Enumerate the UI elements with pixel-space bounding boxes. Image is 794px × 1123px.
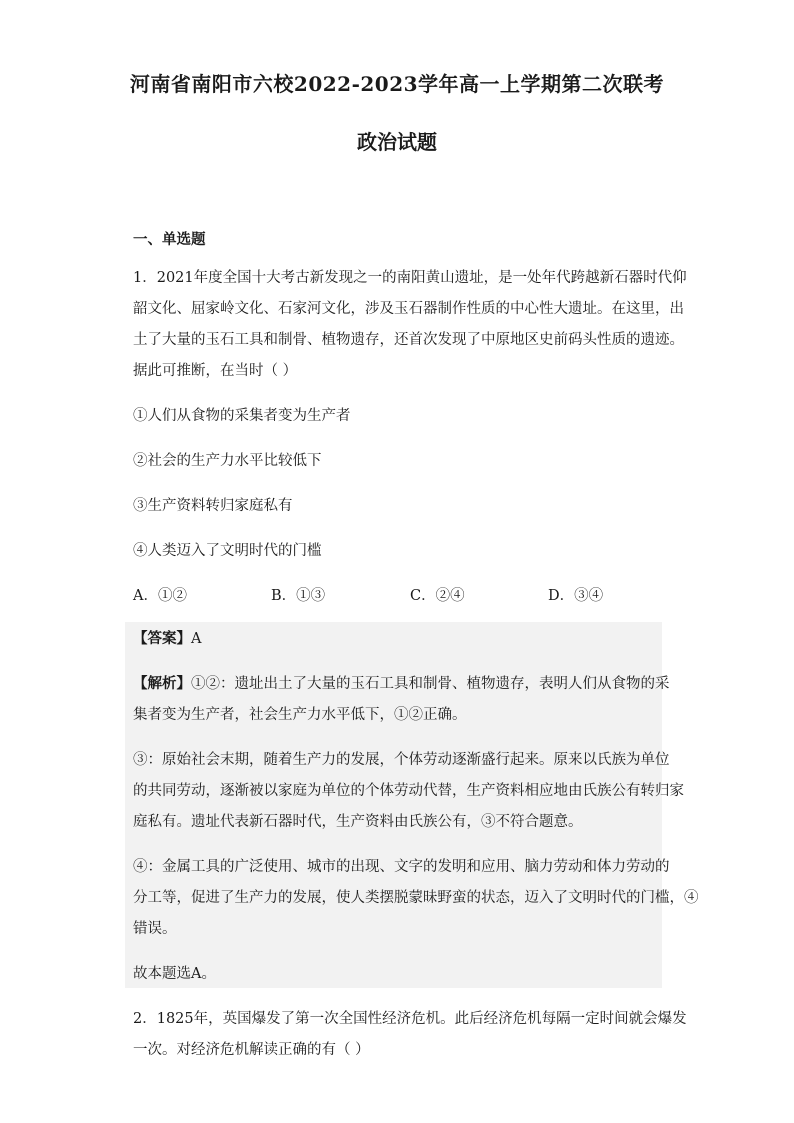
- answer-label: 【答案】: [133, 630, 191, 647]
- q2-stem-line: 2．1825年，英国爆发了第一次全国性经济危机。此后经济危机每隔一定时间就会爆发: [133, 1011, 687, 1027]
- q1-stem-line: 1．2021年度全国十大考古新发现之一的南阳黄山遗址，是一处年代跨越新石器时代仰: [133, 270, 687, 286]
- analysis-text: ①②：遗址出土了大量的玉石工具和制骨、植物遗存，表明人们从食物的采: [191, 676, 670, 692]
- q1-stem-line: 土了大量的玉石工具和制骨、植物遗存，还首次发现了中原地区史前码头性质的遗迹。: [133, 332, 684, 348]
- document-title: 河南省南阳市六校2022-2023学年高一上学期第二次联考: [129, 72, 665, 96]
- q1-analysis-line: 错误。: [133, 921, 177, 937]
- q1-statement: ④人类迈入了文明时代的门槛: [133, 543, 322, 559]
- q1-option-a[interactable]: A．①②: [133, 588, 187, 604]
- q2-stem-line: 一次。对经济危机解读正确的有（ ）: [133, 1042, 370, 1058]
- q1-option-b[interactable]: B．①③: [271, 588, 326, 604]
- section-heading: 一、单选题: [133, 231, 206, 248]
- document-subtitle: 政治试题: [357, 130, 437, 154]
- q1-options: [133, 584, 693, 606]
- q1-analysis-line: 庭私有。遗址代表新石器时代，生产资料由氏族公有，③不符合题意。: [133, 814, 583, 830]
- q1-analysis-line: ③：原始社会末期，随着生产力的发展，个体劳动逐渐盛行起来。原来以氏族为单位: [133, 752, 670, 768]
- q1-analysis-line: [133, 674, 670, 694]
- answer-value: A: [191, 631, 202, 647]
- q1-option-c[interactable]: C．②④: [410, 588, 465, 604]
- q1-conclusion: 故本题选A。: [133, 966, 216, 982]
- q1-analysis-line: 分工等，促进了生产力的发展，使人类摆脱蒙昧野蛮的状态，迈入了文明时代的门槛，④: [133, 890, 699, 906]
- q1-analysis-line: 的共同劳动，逐渐被以家庭为单位的个体劳动代替，生产资料相应地由氏族公有转归家: [133, 783, 684, 799]
- q1-answer: [133, 629, 201, 649]
- q1-stem-line: 据此可推断，在当时（ ）: [133, 363, 298, 379]
- q1-stem-line: 韶文化、屈家岭文化、石家河文化，涉及玉石器制作性质的中心性大遗址。在这里，出: [133, 301, 684, 317]
- q1-option-d[interactable]: D．③④: [548, 588, 604, 604]
- q1-statement: ②社会的生产力水平比较低下: [133, 453, 322, 469]
- q1-analysis-line: ④：金属工具的广泛使用、城市的出现、文字的发明和应用、脑力劳动和体力劳动的: [133, 859, 670, 875]
- q1-statement: ①人们从食物的采集者变为生产者: [133, 408, 351, 424]
- q1-statement: ③生产资料转归家庭私有: [133, 498, 293, 514]
- analysis-label: 【解析】: [133, 675, 191, 692]
- q1-analysis-line: 集者变为生产者，社会生产力水平低下，①②正确。: [133, 707, 467, 723]
